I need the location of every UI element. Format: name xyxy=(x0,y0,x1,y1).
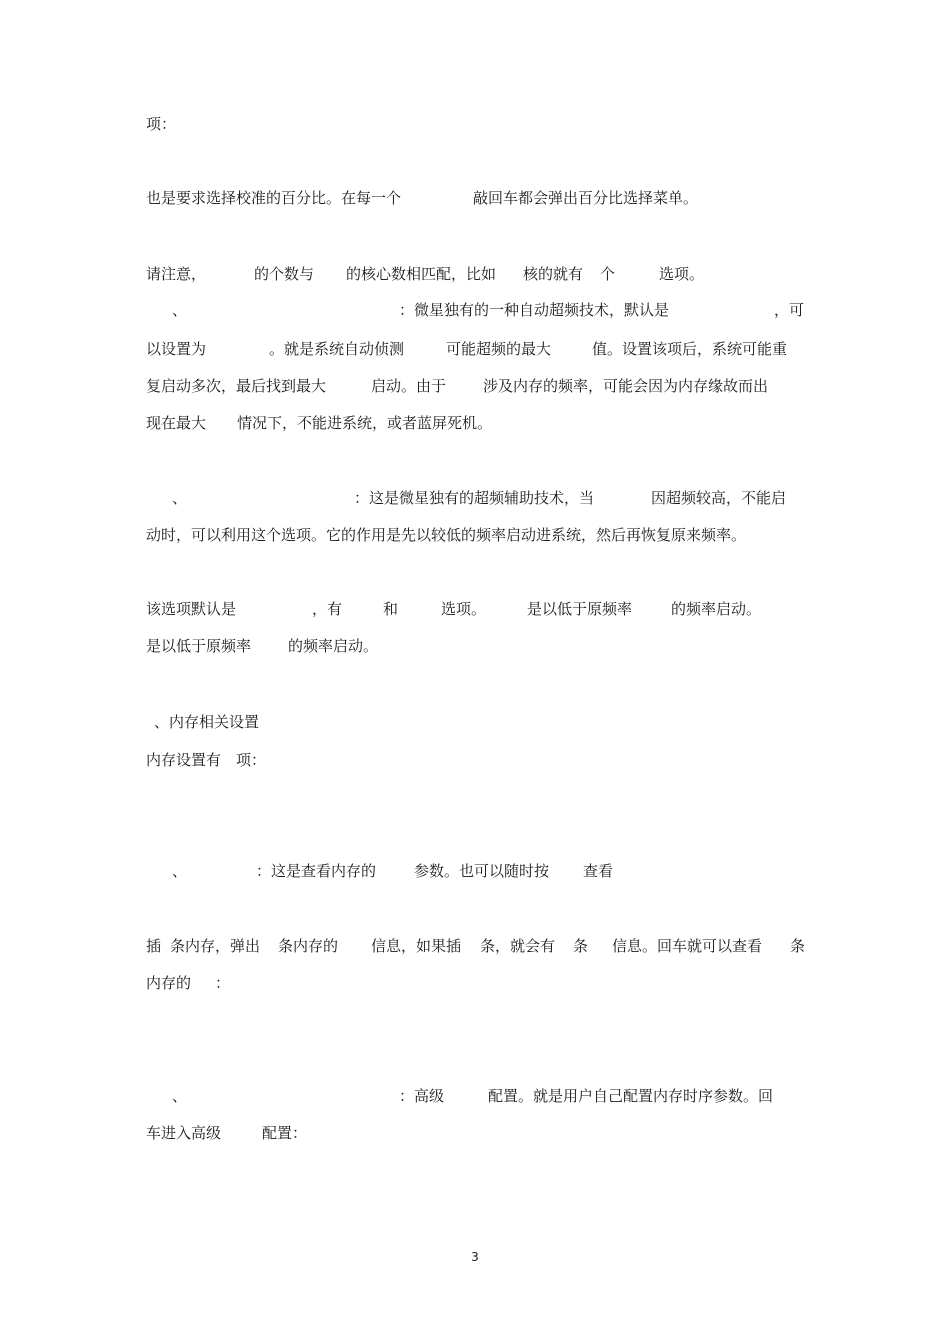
text-line: 因超频较高，不能启 xyxy=(651,489,787,507)
text-line: 的频率启动。 xyxy=(288,637,379,655)
text-line: ：这是微星独有的超频辅助技术，当 xyxy=(354,489,595,507)
text-line: 请注意， xyxy=(146,265,207,283)
text-line: 条内存的 xyxy=(278,937,339,955)
text-line: ：这是查看内存的 xyxy=(256,862,377,880)
text-line: 选项。 xyxy=(659,265,705,283)
text-line: 以设置为 xyxy=(146,340,207,358)
text-line: 的频率启动。 xyxy=(671,600,762,618)
text-line: 个 xyxy=(600,265,616,283)
text-line: 动时，可以利用这个选项。它的作用是先以较低的频率启动进系统，然后再恢复原来频率。 xyxy=(146,526,747,544)
text-line: ：微星独有的一种自动超频技术，默认是 xyxy=(399,301,670,319)
text-line: 、 xyxy=(172,489,188,507)
text-line: 可能超频的最大 xyxy=(446,340,552,358)
text-line: ，可 xyxy=(774,301,805,319)
text-line: 条，就会有 xyxy=(480,937,556,955)
text-line: 条 xyxy=(790,937,806,955)
text-line: 项： xyxy=(236,751,267,769)
text-line: 核的就有 xyxy=(523,265,584,283)
page-number: 3 xyxy=(471,1250,479,1264)
text-line: 启动。由于 xyxy=(371,377,447,395)
text-line: 现在最大 xyxy=(146,414,207,432)
text-line: 信息。回车就可以查看 xyxy=(612,937,763,955)
text-line: 、 xyxy=(172,862,188,880)
text-line: 敲回车都会弹出百分比选择菜单。 xyxy=(473,189,699,207)
text-line: 是以低于原频率 xyxy=(146,637,252,655)
text-line: ，有 xyxy=(312,600,343,618)
text-line: 信息，如果插 xyxy=(371,937,462,955)
text-line: 的核心数相匹配，比如 xyxy=(346,265,497,283)
text-line: 该选项默认是 xyxy=(146,600,237,618)
text-line: 项： xyxy=(146,115,177,133)
text-line: ：高级 xyxy=(399,1087,445,1105)
text-line: 内存的 xyxy=(146,974,192,992)
text-line: 涉及内存的频率，可能会因为内存缘故而出 xyxy=(483,377,769,395)
text-line: 的个数与 xyxy=(254,265,315,283)
section-heading: 、内存相关设置 xyxy=(154,713,260,731)
text-line: 选项。 xyxy=(441,600,487,618)
text-line: 插 xyxy=(146,937,162,955)
text-line: 查看 xyxy=(583,862,614,880)
text-line: 复启动多次，最后找到最大 xyxy=(146,377,327,395)
text-line: 参数。也可以随时按 xyxy=(414,862,550,880)
text-line: 、 xyxy=(172,301,188,319)
text-line: 和 xyxy=(383,600,399,618)
text-line: 条 xyxy=(573,937,589,955)
text-line: 条内存，弹出 xyxy=(170,937,261,955)
text-line: 。就是系统自动侦测 xyxy=(269,340,405,358)
text-line: 车进入高级 xyxy=(146,1124,222,1142)
text-line: 情况下，不能进系统，或者蓝屏死机。 xyxy=(237,414,493,432)
text-line: 是以低于原频率 xyxy=(527,600,633,618)
text-line: 配置。就是用户自己配置内存时序参数。回 xyxy=(488,1087,774,1105)
text-line: 内存设置有 xyxy=(146,751,222,769)
text-line: 、 xyxy=(172,1087,188,1105)
text-line: 也是要求选择校准的百分比。在每一个 xyxy=(146,189,402,207)
text-line: 值。设置该项后，系统可能重 xyxy=(592,340,788,358)
text-line: ： xyxy=(215,974,231,992)
text-line: 配置： xyxy=(262,1124,308,1142)
